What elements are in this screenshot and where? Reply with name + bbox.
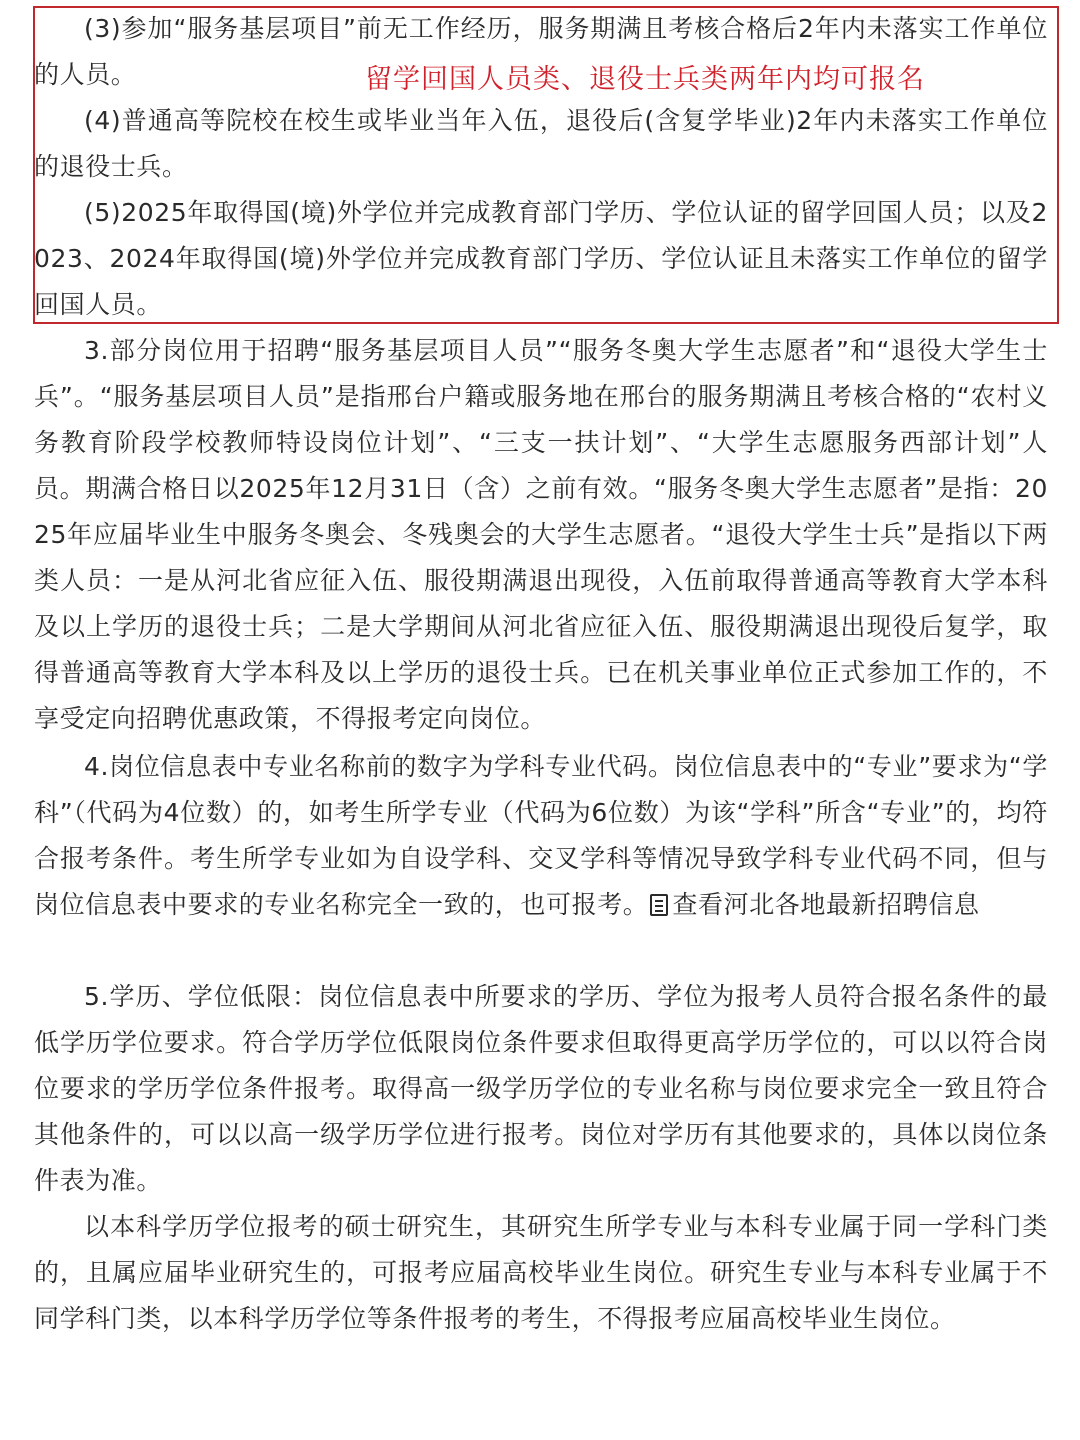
recruitment-info-link[interactable]: 查看河北各地最新招聘信息 [672, 890, 980, 919]
red-annotation: 留学回国人员类、退役士兵类两年内均可报名 [365, 64, 925, 95]
paragraph-master-students: 以本科学历学位报考的硕士研究生，其研究生所学专业与本科专业属于同一学科门类的，且属应届毕业研究生的，可报考应届高校毕业生岗位。研究生专业与本科专业属于不同学科门类，以本科学历学位等条件报考的考生，不得报考应届高校毕业生岗位。 [34, 1212, 1048, 1333]
document-icon[interactable] [650, 894, 668, 916]
paragraph-item-3: 3.部分岗位用于招聘“服务基层项目人员”“服务冬奥大学生志愿者”和“退役大学生士兵”。“服务基层项目人员”是指邢台户籍或服务地在邢台的服务期满且考核合格的“农村义务教育阶段学校教师特设岗位计划”、“三支一扶计划”、“大学生志愿服务西部计划”人员。期满合格日以2025年12月31日（含）之前有效。“服务冬奥大学生志愿者”是指：2025年应届毕业生中服务冬奥会、冬残奥会的大学生志愿者。“退役大学生士兵”是指以下两类人员：一是从河北省应征入伍、服役期满退出现役，入伍前取得普通高等教育大学本科及以上学历的退役士兵；二是大学期间从河北省应征入伍、服役期满退出现役后复学，取得普通高等教育大学本科及以上学历的退役士兵。已在机关事业单位正式参加工作的，不享受定向招聘优惠政策，不得报考定向岗位。 [34, 336, 1048, 733]
paragraph-item3-sub5: (5)2025年取得国(境)外学位并完成教育部门学历、学位认证的留学回国人员；以及2023、2024年取得国(境)外学位并完成教育部门学历、学位认证且未落实工作单位的留学回国人员。 [34, 198, 1048, 319]
paragraph-item3-sub4: (4)普通高等院校在校生或毕业当年入伍，退役后(含复学毕业)2年内未落实工作单位的退役士兵。 [34, 106, 1048, 181]
paragraph-item3-sub3: (3)参加“服务基层项目”前无工作经历，服务期满且考核合格后2年内未落实工作单位的人员。 [34, 14, 1048, 89]
paragraph-item-5: 5.学历、学位低限：岗位信息表中所要求的学历、学位为报考人员符合报名条件的最低学历学位要求。符合学历学位低限岗位条件要求但取得更高学历学位的，可以以符合岗位要求的学历学位条件报考。取得高一级学历学位的专业名称与岗位要求完全一致且符合其他条件的，可以以高一级学历学位进行报考。岗位对学历有其他要求的，具体以岗位条件表为准。 [34, 982, 1048, 1195]
item4-text: 4.岗位信息表中专业名称前的数字为学科专业代码。岗位信息表中的“专业”要求为“学科”（代码为4位数）的，如考生所学专业（代码为6位数）为该“学科”所含“专业”的，均符合报考条件。考生所学专业如为自设学科、交叉学科等情况导致学科专业代码不同，但与岗位信息表中要求的专业名称完全一致的，也可报考。 [34, 752, 1048, 919]
paragraph-item-4 [34, 744, 1048, 928]
